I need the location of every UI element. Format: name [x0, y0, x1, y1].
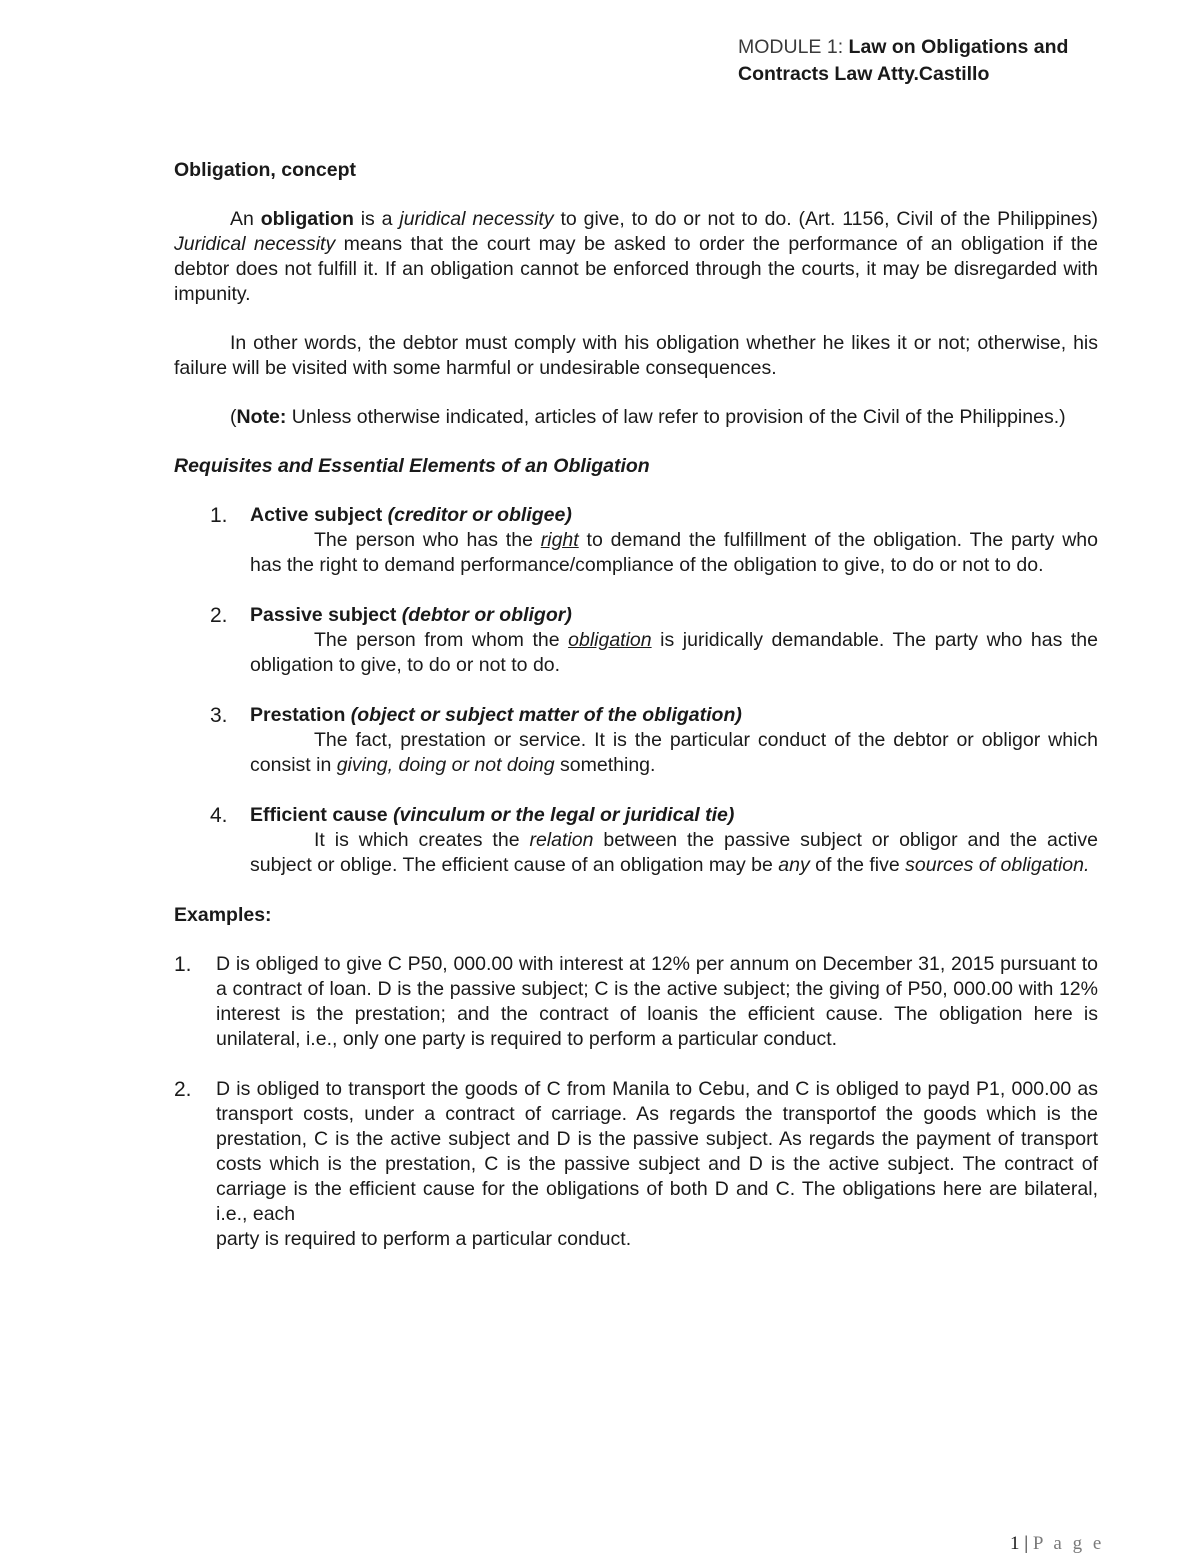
list-item	[174, 1077, 1098, 1252]
element-description	[250, 828, 1098, 878]
page-footer	[1010, 1531, 1104, 1556]
text-run: of the five	[809, 854, 906, 876]
header-line-1	[738, 34, 1138, 61]
italic-term: relation	[529, 829, 594, 851]
footer-separator: |	[1019, 1533, 1033, 1554]
element-title	[250, 703, 1098, 728]
example-text: D is obliged to give C P50, 000.00 with interest at 12% per annum on December 31, 2015 pursuant to a contract of loan. D is the passive subject; C is the active subject; the giving of P50, 000.00 with 12% interest is the prestation; and the contract of loanis the efficient cause. The obligation here is unilateral, i.e., only one party is required to perform a particular conduct.	[216, 953, 1098, 1050]
paragraph-other-words: In other words, the debtor must comply with his obligation whether he likes it or not; otherwise, his failure will be visited with some harmful or undesirable consequences.	[174, 332, 1098, 379]
text-run: An	[230, 208, 261, 230]
page-label: P a g e	[1032, 1533, 1105, 1554]
element-term: Active subject	[250, 504, 388, 526]
bold-term: obligation	[260, 208, 354, 230]
list-number: 2.	[210, 604, 228, 627]
text-run: between the passive subject or obligor and the active subject or oblige. The efficient cause of an obligation may be	[250, 829, 1098, 876]
list-item	[174, 603, 1098, 678]
header-title-part-1: Law on Obligations and	[843, 36, 1069, 58]
italic-term: any	[778, 854, 810, 876]
examples-heading: Examples:	[174, 904, 272, 926]
element-term: Passive subject	[250, 604, 402, 626]
element-description	[250, 628, 1098, 678]
element-subtitle: (creditor or obligee)	[387, 504, 572, 526]
element-subtitle: (vinculum or the legal or juridical tie)	[393, 804, 735, 826]
element-subtitle: (debtor or obligor)	[401, 604, 572, 626]
section-heading-concept: Obligation, concept	[174, 159, 357, 181]
text-run: (	[230, 406, 237, 428]
text-run: It is which creates the	[314, 829, 530, 851]
underlined-term: obligation	[568, 629, 652, 651]
paragraph-definition	[174, 207, 1098, 307]
page-number: 1	[1010, 1533, 1020, 1554]
example-text: D is obliged to transport the goods of C from Manila to Cebu, and C is obliged to payd P1, 000.00 as transport costs, under a contract of carriage. As regards the transportof the goods which is the prestation, C is the active subject and D is the passive subject. As regards the payment of transport costs which is the prestation, C is the passive subject and D is the active subject. The contract of carriage is the efficient cause for the obligations of both D and C. The obligations here are bilateral, i.e., each	[216, 1078, 1098, 1225]
list-item	[174, 952, 1098, 1052]
element-title	[250, 603, 1098, 628]
document-body	[174, 154, 1098, 1277]
text-run: to demand the fulfillment of the obligation. The party who has the right to demand performance/compliance of the obligation to give, to do or not to do.	[250, 529, 1098, 576]
list-number: 4.	[210, 804, 228, 827]
text-run: Unless otherwise indicated, articles of law refer to provision of the Civil of the Philippines.)	[286, 406, 1066, 428]
element-subtitle: (object or subject matter of the obligation)	[350, 704, 742, 726]
text-run: is a	[353, 208, 400, 230]
text-run: to give, to do or not to do. (Art. 1156, Civil of the Philippines)	[553, 208, 1098, 230]
list-item	[174, 703, 1098, 778]
italic-term: sources of obligation.	[905, 854, 1090, 876]
list-item	[174, 503, 1098, 578]
list-item	[174, 803, 1098, 878]
italic-term: juridical necessity	[399, 208, 554, 230]
header-line-2: Contracts Law Atty.Castillo	[738, 63, 990, 85]
element-title	[250, 503, 1098, 528]
examples-list	[174, 952, 1098, 1252]
element-description	[250, 528, 1098, 578]
italic-term: Juridical necessity	[174, 233, 336, 255]
text-run: something.	[554, 754, 656, 776]
example-text-continued: party is required to perform a particular conduct.	[216, 1228, 632, 1250]
list-number: 1.	[210, 504, 228, 527]
element-term: Efficient cause	[250, 804, 394, 826]
text-run: means that the court may be asked to order the performance of an obligation if the debtor does not fulfill it. If an obligation cannot be enforced through the courts, it may be disregarded with impunity.	[174, 233, 1099, 305]
paragraph-note	[174, 405, 1098, 430]
text-run: The fact, prestation or service. It is the particular conduct of the debtor or obligor which consist in	[250, 729, 1098, 776]
text-run: The person from whom the	[314, 629, 569, 651]
note-label: Note:	[236, 406, 287, 428]
text-run: is juridically demandable. The party who has the obligation to give, to do or not to do.	[250, 629, 1098, 676]
element-title	[250, 803, 1098, 828]
element-description	[250, 728, 1098, 778]
list-number: 1.	[174, 953, 192, 976]
list-number: 3.	[210, 704, 228, 727]
underlined-term: right	[540, 529, 579, 551]
text-run: The person who has the	[314, 529, 541, 551]
list-number: 2.	[174, 1078, 192, 1101]
requisites-heading: Requisites and Essential Elements of an Obligation	[174, 455, 650, 477]
italic-term: giving, doing or not doing	[336, 754, 555, 776]
module-label: MODULE 1:	[738, 36, 844, 58]
requisites-list	[174, 503, 1098, 878]
page-header	[738, 34, 1138, 88]
element-term: Prestation	[250, 704, 351, 726]
